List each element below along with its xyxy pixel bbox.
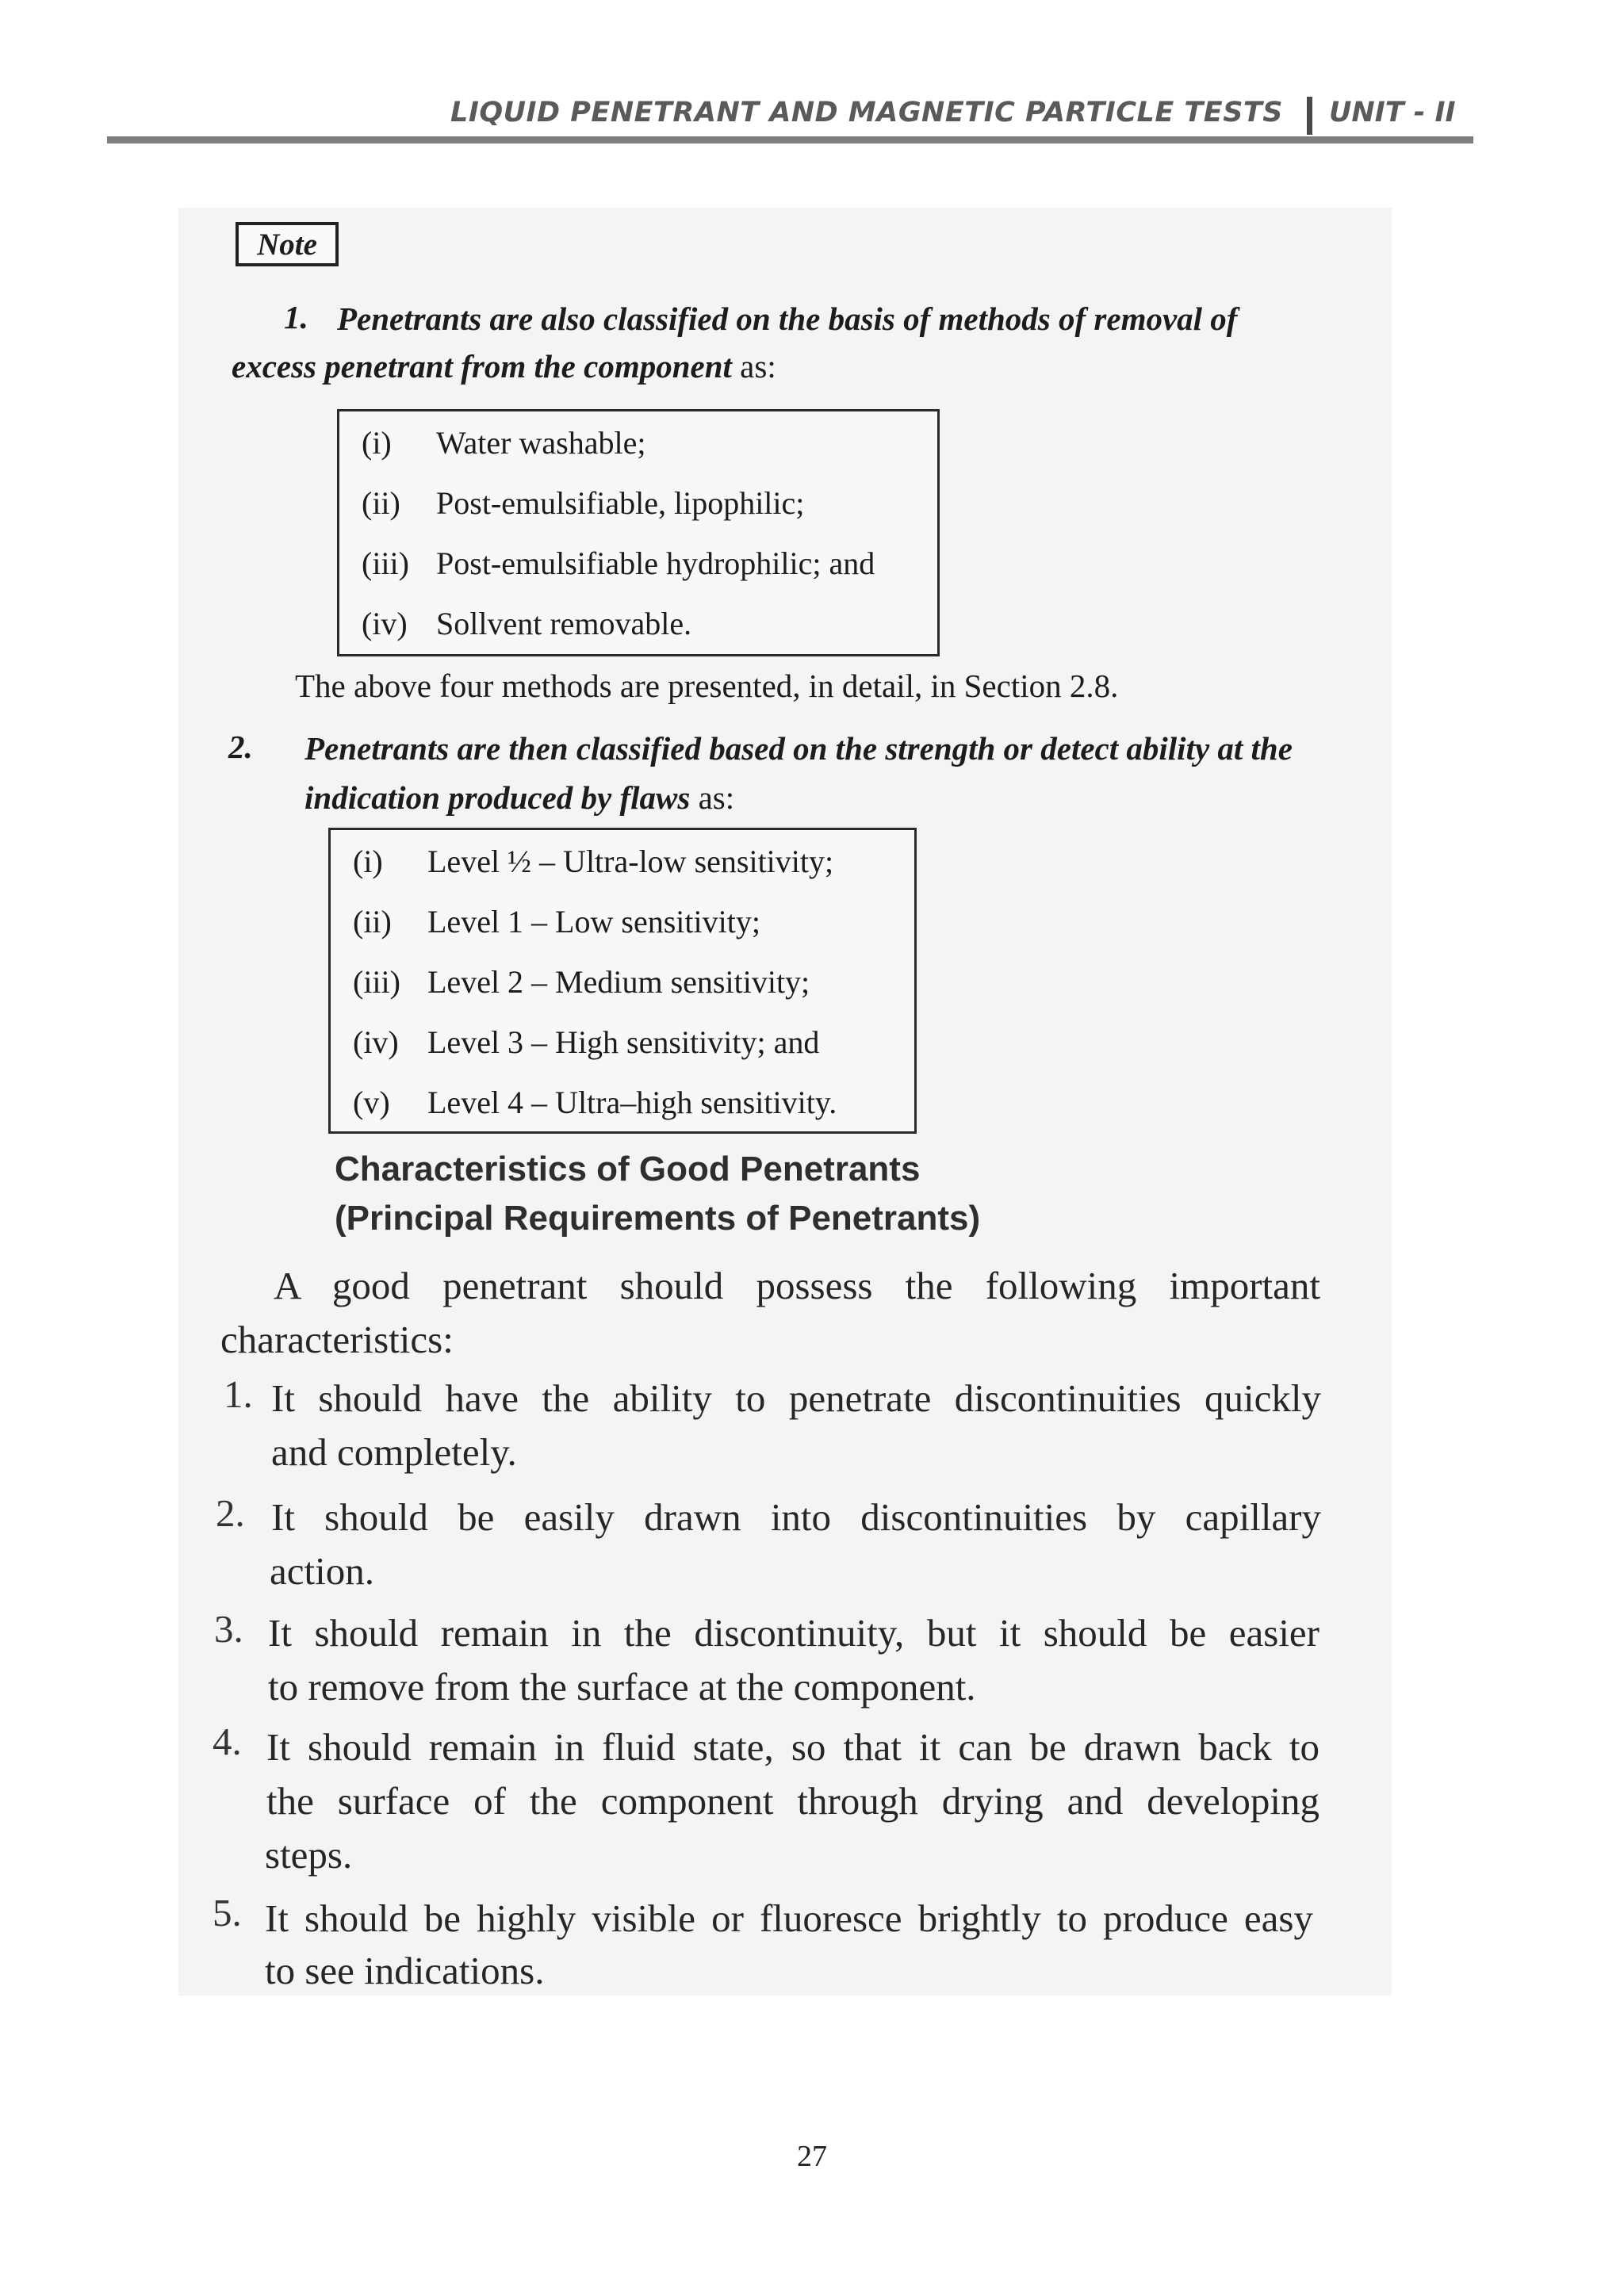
note-point-1-after-text: The above four methods are presented, in detail, in Section 2.8. (295, 668, 1119, 704)
characteristic-2-line1: It should be easily drawn into discontinuities by capillary (271, 1495, 1321, 1539)
characteristic-4-line2: the surface of the component through drying and developing (266, 1779, 1320, 1823)
characteristic-3-number: 3. (214, 1607, 243, 1651)
note-point-1-line1: Penetrants are also classified on the basis of methods of removal of (337, 300, 1238, 337)
characteristic-5-number: 5. (213, 1891, 242, 1934)
characteristic-1-number: 1. (224, 1372, 253, 1416)
section-intro-line2: characteristics: (220, 1318, 454, 1361)
characteristic-4-line3: steps. (265, 1833, 353, 1877)
characteristic-1-line1: It should have the ability to penetrate discontinuities quickly (271, 1376, 1321, 1420)
note-point-2-line1: Penetrants are then classified based on the strength or detect ability at the (304, 730, 1293, 767)
section-subheading: (Principal Requirements of Penetrants) (335, 1199, 981, 1238)
note-point-2-number: 2. (228, 729, 253, 765)
section-intro-line1: A good penetrant should possess the following important (274, 1264, 1320, 1307)
running-header-title: LIQUID PENETRANT AND MAGNETIC PARTICLE TESTS (450, 97, 1283, 128)
characteristic-3-line2: to remove from the surface at the component. (268, 1665, 976, 1709)
characteristic-1-line2: and completely. (271, 1430, 517, 1474)
characteristic-2-line2: action. (270, 1549, 374, 1593)
characteristic-2-number: 2. (216, 1491, 245, 1535)
note-point-1-number: 1. (284, 299, 308, 335)
note-label: Note (236, 222, 339, 266)
characteristic-4-number: 4. (213, 1720, 242, 1763)
characteristic-4-line1: It should remain in fluid state, so that it can be drawn back to (266, 1725, 1320, 1769)
header-separator (1307, 97, 1312, 135)
note-point-2-line2: indication produced by flaws as: (304, 779, 735, 816)
characteristic-3-line1: It should remain in the discontinuity, but it should be easier (268, 1611, 1320, 1655)
sensitivity-levels-box: (i) Level ½ – Ultra-low sensitivity; (ii) Level 1 – Low sensitivity; (iii) Level 2 – Medium sensitivity; (iv) Level 3 – High sensitivity; and (v) Level 4 – Ultra–high sensitivity. (328, 828, 917, 1134)
note-point-1-line2: excess penetrant from the component as: (232, 348, 776, 385)
running-header-unit: UNIT - II (1329, 97, 1456, 128)
characteristic-5-line2: to see indications. (265, 1949, 545, 1992)
page-number: 27 (797, 2140, 827, 2173)
header-rule (107, 136, 1473, 144)
section-heading: Characteristics of Good Penetrants (335, 1150, 921, 1188)
removal-methods-box: (i) Water washable; (ii) Post-emulsifiable, lipophilic; (iii) Post-emulsifiable hydrophilic; and (iv) Sollvent removable. (337, 409, 940, 656)
characteristic-5-line1: It should be highly visible or fluoresce brightly to produce easy (265, 1896, 1313, 1940)
